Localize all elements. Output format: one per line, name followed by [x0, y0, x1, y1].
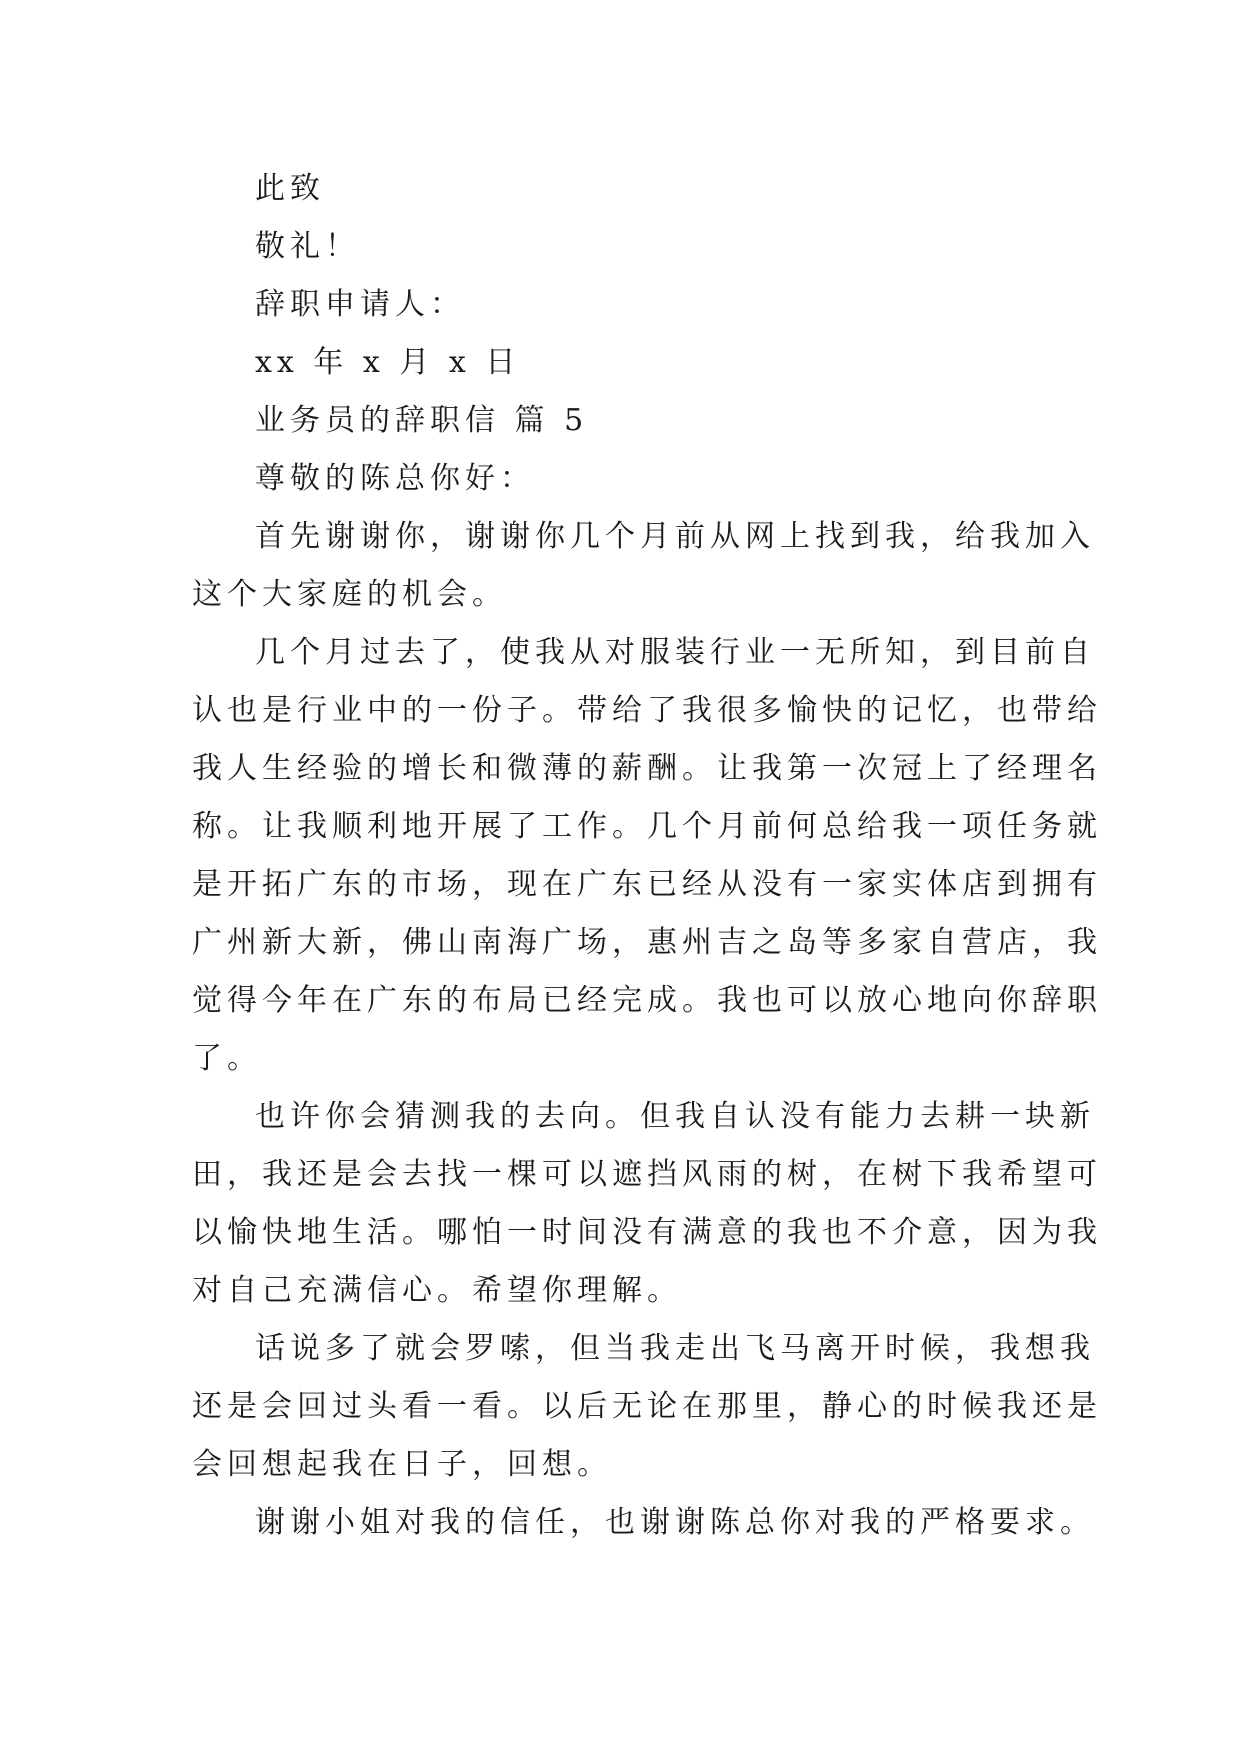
paragraph-line: 称。让我顺利地开展了工作。几个月前何总给我一项任务就 [192, 809, 1102, 844]
paragraph-line: 几个月过去了，使我从对服装行业一无所知，到目前自 [255, 635, 1095, 670]
applicant-label: 辞职申请人： [255, 287, 465, 322]
paragraph-line: 觉得今年在广东的布局已经完成。我也可以放心地向你辞职 [192, 983, 1102, 1018]
paragraph-line: 田，我还是会去找一棵可以遮挡风雨的树，在树下我希望可 [192, 1157, 1102, 1192]
closing-line: 此致 [255, 171, 325, 206]
paragraph-line: 是开拓广东的市场，现在广东已经从没有一家实体店到拥有 [192, 867, 1102, 902]
document-body [192, 160, 1102, 1552]
paragraph-line: 广州新大新，佛山南海广场，惠州吉之岛等多家自营店，我 [192, 925, 1102, 960]
paragraph-line: 认也是行业中的一份子。带给了我很多愉快的记忆，也带给 [192, 693, 1102, 728]
paragraph [192, 624, 1102, 1088]
paragraph [192, 508, 1095, 624]
paragraph [192, 1494, 1095, 1552]
section-title: 业务员的辞职信 篇 5 [255, 403, 589, 438]
paragraph-line: 对自己充满信心。希望你理解。 [192, 1273, 682, 1308]
paragraph-line: 首先谢谢你，谢谢你几个月前从网上找到我，给我加入 [255, 519, 1095, 554]
paragraph-line: 话说多了就会罗嗦，但当我走出飞马离开时候，我想我 [255, 1331, 1095, 1366]
paragraph-line: 我人生经验的增长和微薄的薪酬。让我第一次冠上了经理名 [192, 751, 1102, 786]
paragraph-line: 以愉快地生活。哪怕一时间没有满意的我也不介意，因为我 [192, 1215, 1102, 1250]
paragraph-line: 谢谢小姐对我的信任，也谢谢陈总你对我的严格要求。 [255, 1505, 1095, 1540]
paragraph-line: 还是会回过头看一看。以后无论在那里，静心的时候我还是 [192, 1389, 1102, 1424]
date-line: xx 年 x 月 x 日 [255, 345, 521, 380]
paragraph [192, 1088, 1102, 1320]
paragraph-line: 了。 [192, 1041, 262, 1076]
paragraph-line: 会回想起我在日子，回想。 [192, 1447, 612, 1482]
paragraph-line: 这个大家庭的机会。 [192, 577, 507, 612]
paragraph [192, 1320, 1102, 1494]
salutation-end-line: 敬礼！ [255, 229, 360, 264]
greeting-line: 尊敬的陈总你好： [255, 461, 535, 496]
paragraph-line: 也许你会猜测我的去向。但我自认没有能力去耕一块新 [255, 1099, 1095, 1134]
